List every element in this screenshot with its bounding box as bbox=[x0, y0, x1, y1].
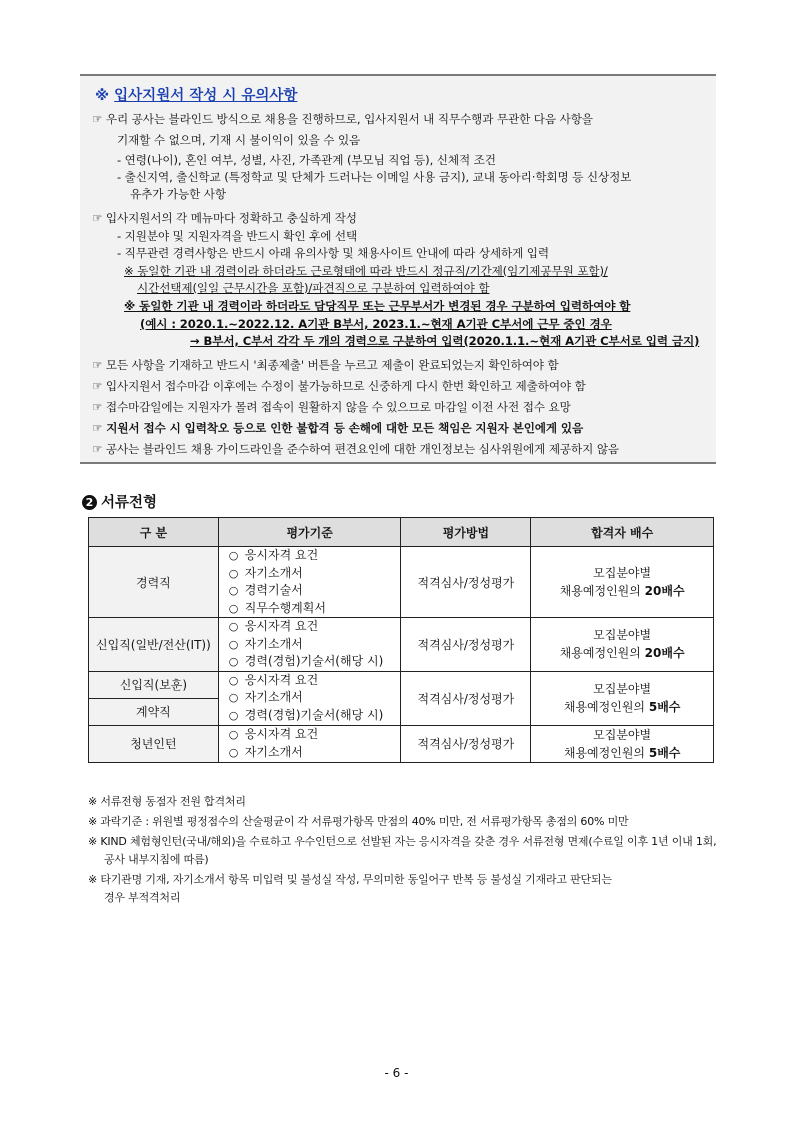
notice-line: 유추가 가능한 사항 bbox=[130, 187, 226, 201]
page-number: - 6 - bbox=[384, 1066, 409, 1080]
table-row bbox=[89, 618, 714, 672]
table-header-row bbox=[89, 518, 714, 547]
section-title-text: 서류전형 bbox=[101, 495, 158, 511]
notice-line: ☞ 모든 사항을 기재하고 반드시 '최종제출' 버튼을 누르고 제출이 완료되었는지 확인하여야 함 bbox=[92, 358, 559, 372]
notice-line: ☞ 지원서 접수 시 입력착오 등으로 인한 불합격 등 손해에 대한 모든 책임은 지원자 본인에게 있음 bbox=[92, 421, 584, 435]
notice-line: 기재할 수 없으며, 기재 시 불이익이 있을 수 있음 bbox=[117, 133, 361, 147]
row-ratio: 모집분야별 채용예정인원의 20배수 bbox=[531, 547, 714, 618]
row-criteria: ○ 응시자격 요건 ○ 자기소개서 ○ 경력(경험)기술서(해당 시) bbox=[218, 671, 401, 725]
row-criteria: ○ 응시자격 요건 ○ 자기소개서 bbox=[218, 725, 401, 762]
footnote: ※ 과락기준 : 위원별 평정점수의 산술평균이 각 서류평가항목 만점의 40% 미만, 전 서류평가항목 총점의 60% 미만 bbox=[88, 815, 629, 828]
footnote: 경우 부적격처리 bbox=[104, 891, 181, 904]
header-ratio: 합격자 배수 bbox=[531, 518, 714, 547]
table-row bbox=[89, 671, 714, 698]
reference-mark: ※ bbox=[95, 88, 110, 104]
notice-line: ※ 동일한 기관 내 경력이라 하더라도 담당직무 또는 근무부서가 변경된 경우 구분하여 입력하여야 함 bbox=[124, 299, 631, 313]
row-method: 적격심사/정성평가 bbox=[401, 618, 531, 672]
notice-line: ☞ 우리 공사는 블라인드 방식으로 채용을 진행하므로, 입사지원서 내 직무수행과 무관한 다음 사항을 bbox=[92, 112, 593, 126]
row-category: 계약직 bbox=[89, 698, 219, 725]
notice-line: - 직무관련 경력사항은 반드시 아래 유의사항 및 채용사이트 안내에 따라 상세하게 입력 bbox=[117, 246, 550, 260]
table-row bbox=[89, 725, 714, 762]
notice-line: - 연령(나이), 혼인 여부, 성별, 사진, 가족관계 (부모님 직업 등), 신체적 조건 bbox=[117, 153, 496, 167]
notice-line: ☞ 입사지원서의 각 메뉴마다 정확하고 충실하게 작성 bbox=[92, 211, 357, 225]
row-ratio: 모집분야별 채용예정인원의 5배수 bbox=[531, 725, 714, 762]
row-ratio: 모집분야별 채용예정인원의 5배수 bbox=[531, 671, 714, 725]
row-criteria: ○ 응시자격 요건 ○ 자기소개서 ○ 경력(경험)기술서(해당 시) bbox=[218, 618, 401, 672]
footnote: ※ 타기관명 기재, 자기소개서 항목 미입력 및 불성실 작성, 무의미한 동일어구 반복 등 불성실 기재라고 판단되는 bbox=[88, 873, 612, 886]
header-category: 구 분 bbox=[89, 518, 219, 547]
notice-line: ☞ 접수마감일에는 지원자가 몰려 접속이 원활하지 않을 수 있으므로 마감일 이전 사전 접수 요망 bbox=[92, 400, 571, 414]
header-method: 평가방법 bbox=[401, 518, 531, 547]
section-title bbox=[82, 491, 157, 512]
notice-line: ☞ 입사지원서 접수마감 이후에는 수정이 불가능하므로 신중하게 다시 한번 확인하고 제출하여야 함 bbox=[92, 379, 586, 393]
row-category: 경력직 bbox=[89, 547, 219, 618]
notice-line: (예시 : 2020.1.~2022.12. A기관 B부서, 2023.1.~현재 A기관 C부서에 근무 중인 경우 bbox=[140, 317, 612, 331]
notice-line: - 출신지역, 출신학교 (특정학교 및 단체가 드러나는 이메일 사용 금지), 교내 동아리·학회명 등 신상정보 bbox=[117, 170, 632, 184]
notice-title bbox=[95, 84, 297, 105]
header-criteria: 평가기준 bbox=[218, 518, 401, 547]
notice-line: - 지원분야 및 지원자격을 반드시 확인 후에 선택 bbox=[117, 229, 358, 243]
row-method: 적격심사/정성평가 bbox=[401, 671, 531, 725]
row-method: 적격심사/정성평가 bbox=[401, 547, 531, 618]
table-row bbox=[89, 547, 714, 618]
row-method: 적격심사/정성평가 bbox=[401, 725, 531, 762]
footnote: ※ KIND 체험형인턴(국내/해외)을 수료하고 우수인턴으로 선발된 자는 응시자격을 갖춘 경우 서류전형 면제(수료일 이후 1년 이내 1회, bbox=[88, 835, 717, 848]
notice-title-text: 입사지원서 작성 시 유의사항 bbox=[114, 88, 298, 104]
screening-table bbox=[88, 517, 714, 763]
footnote: ※ 서류전형 동점자 전원 합격처리 bbox=[88, 795, 246, 808]
notice-line: 시간선택제(일일 근무시간을 포함)/파견직으로 구분하여 입력하여야 함 bbox=[137, 281, 490, 295]
row-criteria: ○ 응시자격 요건 ○ 자기소개서 ○ 경력기술서 ○ 직무수행계획서 bbox=[218, 547, 401, 618]
row-ratio: 모집분야별 채용예정인원의 20배수 bbox=[531, 618, 714, 672]
notice-line: ☞ 공사는 블라인드 채용 가이드라인을 준수하여 편견요인에 대한 개인정보는 심사위원에게 제공하지 않음 bbox=[92, 442, 620, 456]
row-category: 신입직(보훈) bbox=[89, 671, 219, 698]
footnote: 공사 내부지침에 따름) bbox=[104, 853, 209, 866]
notice-line: ※ 동일한 기관 내 경력이라 하더라도 근로형태에 따라 반드시 정규직/기간제(임기제공무원 포함)/ bbox=[124, 264, 608, 278]
row-category: 청년인턴 bbox=[89, 725, 219, 762]
section-number: 2 bbox=[82, 495, 97, 510]
notice-line: → B부서, C부서 각각 두 개의 경력으로 구분하여 입력(2020.1.1.~현재 A기관 C부서로 입력 금지) bbox=[190, 334, 700, 348]
row-category: 신입직(일반/전산(IT)) bbox=[89, 618, 219, 672]
